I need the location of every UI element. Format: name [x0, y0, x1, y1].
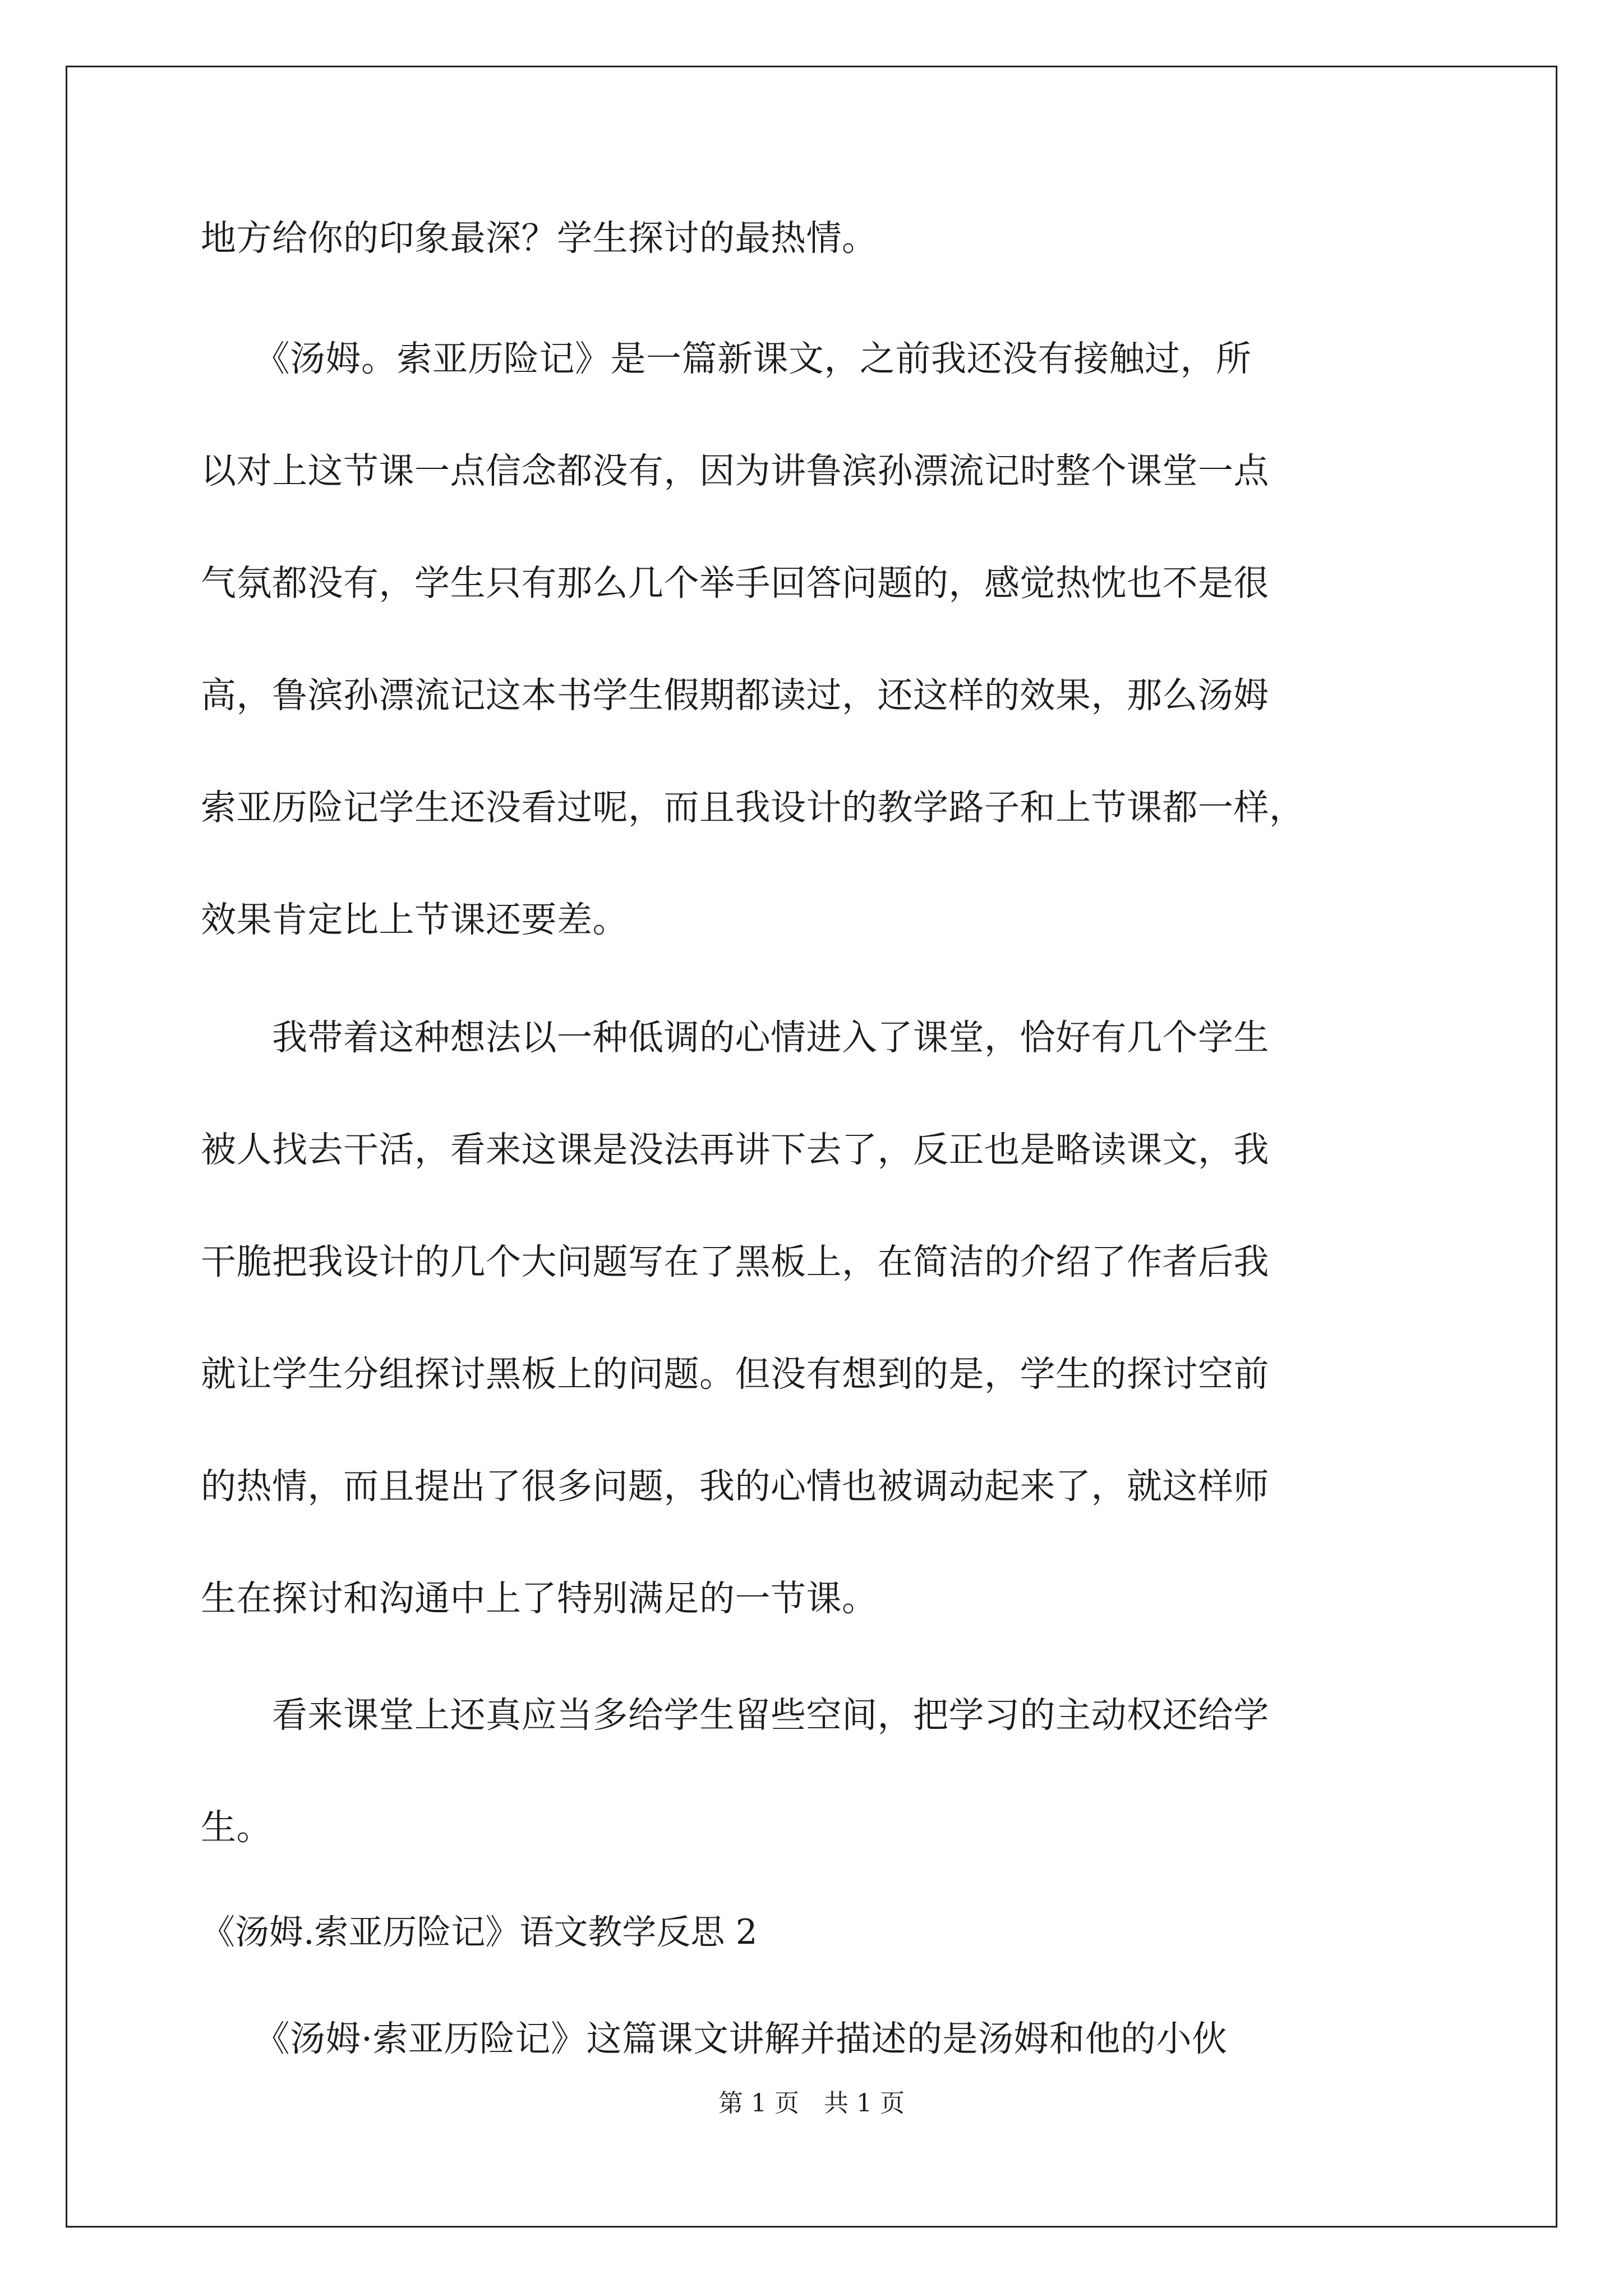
text-line: 被人找去干活，看来这课是没法再讲下去了，反正也是略读课文，我 [201, 1129, 1269, 1170]
text-line: 干脆把我设计的几个大问题写在了黑板上，在简洁的介绍了作者后我 [201, 1241, 1269, 1282]
text-line: 索亚历险记学生还没看过呢，而且我设计的教学路子和上节课都一样， [201, 787, 1305, 828]
text-line: 效果肯定比上节课还要差。 [201, 899, 628, 940]
section-heading: 《汤姆.索亚历险记》语文教学反思 2 [201, 1912, 758, 1952]
text-line: 以对上这节课一点信念都没有，因为讲鲁滨孙漂流记时整个课堂一点 [201, 450, 1269, 491]
text-line: 地方给你的印象最深？学生探讨的最热情。 [201, 218, 878, 259]
text-line: 就让学生分组探讨黑板上的问题。但没有想到的是，学生的探讨空前 [201, 1354, 1269, 1395]
text-line: 《汤姆·索亚历险记》这篇课文讲解并描述的是汤姆和他的小伙 [201, 2018, 1228, 2059]
text-line: 的热情，而且提出了很多问题，我的心情也被调动起来了，就这样师 [201, 1466, 1269, 1507]
page-footer: 第 1 页 共 1 页 [718, 2089, 905, 2118]
text-line: 看来课堂上还真应当多给学生留些空间，把学习的主动权还给学 [201, 1695, 1269, 1736]
text-line: 《汤姆。索亚历险记》是一篇新课文，之前我还没有接触过，所 [201, 338, 1252, 379]
text-line: 生。 [201, 1807, 272, 1848]
text-line: 我带着这种想法以一种低调的心情进入了课堂，恰好有几个学生 [201, 1017, 1269, 1058]
text-line: 生在探讨和沟通中上了特别满足的一节课。 [201, 1578, 878, 1619]
text-line: 高，鲁滨孙漂流记这本书学生假期都读过，还这样的效果，那么汤姆 [201, 675, 1269, 716]
text-line: 气氛都没有，学生只有那么几个举手回答问题的，感觉热忱也不是很 [201, 563, 1269, 604]
